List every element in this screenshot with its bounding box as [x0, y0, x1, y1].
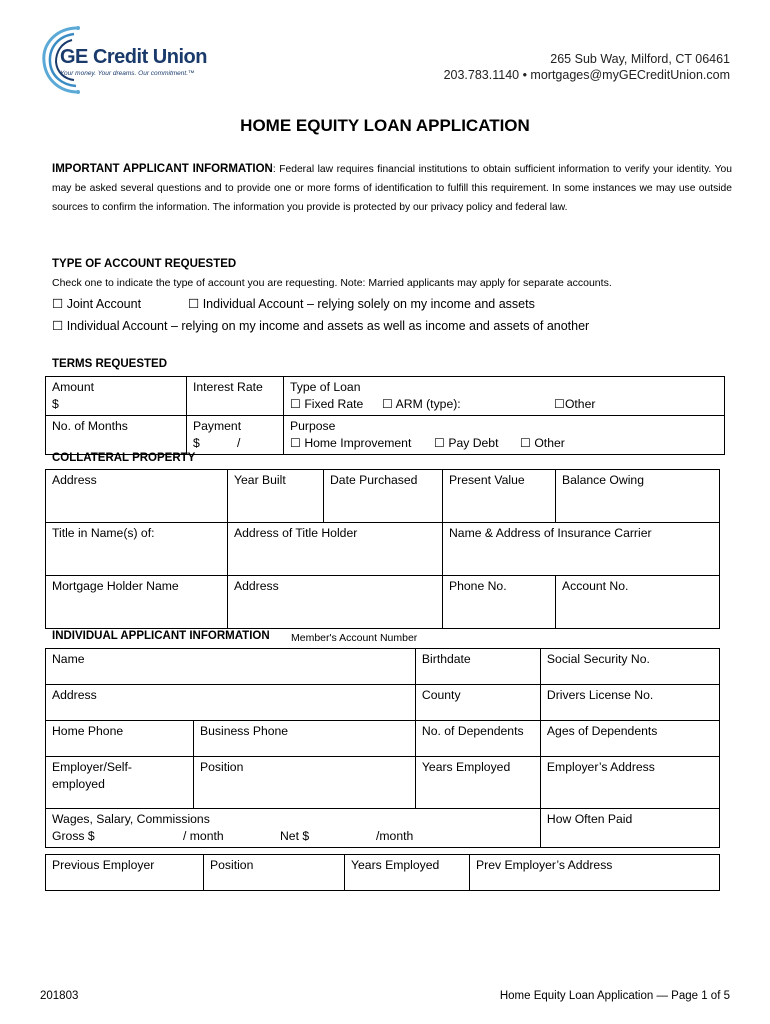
- business-phone-label: Business Phone: [200, 724, 289, 738]
- mortgage-holder-address-label: Address: [234, 579, 279, 593]
- other-loan-label: Other: [564, 397, 596, 411]
- arm-label: ARM (type):: [395, 397, 461, 411]
- previous-employer-cell[interactable]: [46, 855, 204, 891]
- individual-solely-label: Individual Account – relying solely on my income and assets: [202, 297, 535, 311]
- collateral-heading: COLLATERAL PROPERTY: [52, 452, 196, 464]
- ssn-label: Social Security No.: [546, 652, 650, 666]
- individual-solely-option[interactable]: [188, 296, 535, 311]
- important-info: [52, 160, 732, 217]
- date-purchased-label: Date Purchased: [330, 473, 418, 487]
- member-account-label: Member's Account Number: [291, 632, 418, 644]
- collateral-table: [45, 469, 720, 629]
- gross-per-month: / month: [183, 829, 224, 843]
- insurance-carrier-label: Name & Address of Insurance Carrier: [449, 526, 652, 540]
- how-often-paid-cell[interactable]: [540, 809, 719, 848]
- type-of-loan-label: Type of Loan: [290, 380, 361, 394]
- home-phone-label: Home Phone: [52, 724, 124, 738]
- employer-address-cell[interactable]: [540, 757, 719, 809]
- home-improvement-label: Home Improvement: [304, 436, 412, 450]
- amount-label: Amount: [52, 380, 95, 394]
- other-purpose-option[interactable]: [520, 435, 565, 452]
- employer-cell[interactable]: [46, 757, 194, 809]
- year-built-label: Year Built: [234, 473, 286, 487]
- business-phone-cell[interactable]: [194, 721, 416, 757]
- other-loan-option[interactable]: [554, 396, 595, 413]
- individual-other-label: Individual Account – relying on my income and assets as well as income and assets of another: [66, 319, 590, 333]
- mortgage-holder-cell[interactable]: [46, 576, 228, 629]
- employer-label: Employer/Self-employed: [52, 760, 132, 791]
- page-title: HOME EQUITY LOAN APPLICATION: [240, 116, 530, 135]
- title-names-label: Title in Name(s) of:: [52, 526, 155, 540]
- important-body: : Federal law requires financial institutions to obtain sufficient information to verify your identity. You may be asked several questions and to provide one or more forms of identification to fulfill this requirement. In some instances we may use outside sources to confirm the information. The information you provide is protected by our privacy policy and federal law.: [52, 164, 732, 213]
- net-label: Net $: [280, 829, 310, 843]
- interest-rate-label: Interest Rate: [193, 380, 263, 394]
- months-cell[interactable]: [46, 416, 187, 455]
- previous-position-label: Position: [210, 858, 254, 872]
- joint-account-option[interactable]: [52, 296, 141, 311]
- pay-debt-option[interactable]: [434, 435, 498, 452]
- balance-owing-label: Balance Owing: [562, 473, 644, 487]
- checkbox-icon[interactable]: ☐: [290, 436, 301, 450]
- fixed-rate-label: Fixed Rate: [304, 397, 364, 411]
- account-type-note: Check one to indicate the type of account you are requesting. Note: Married applicants may apply for separate accounts.: [52, 277, 612, 289]
- checkbox-icon[interactable]: ☐: [520, 436, 531, 450]
- year-built-cell[interactable]: [228, 470, 324, 523]
- previous-years-cell[interactable]: [345, 855, 470, 891]
- years-employed-cell[interactable]: [415, 757, 540, 809]
- license-cell[interactable]: [540, 685, 719, 721]
- phone-no-cell[interactable]: [443, 576, 556, 629]
- previous-years-label: Years Employed: [351, 858, 440, 872]
- dependents-label: No. of Dependents: [421, 724, 524, 738]
- mortgage-holder-label: Mortgage Holder Name: [52, 579, 179, 593]
- individual-other-option[interactable]: [52, 318, 589, 333]
- payment-cell[interactable]: [187, 416, 284, 455]
- terms-table: [45, 376, 725, 455]
- fixed-rate-option[interactable]: [290, 396, 363, 413]
- previous-address-cell[interactable]: [470, 855, 720, 891]
- months-label: No. of Months: [52, 419, 128, 433]
- previous-employer-label: Previous Employer: [52, 858, 155, 872]
- collateral-address-label: Address: [52, 473, 97, 487]
- purpose-cell: [284, 416, 725, 455]
- payment-label: Payment: [193, 419, 242, 433]
- checkbox-icon[interactable]: ☐: [382, 397, 393, 411]
- terms-heading: TERMS REQUESTED: [52, 358, 168, 370]
- header-contact: 203.783.1140 • mortgages@myGECreditUnion.com: [443, 68, 730, 82]
- applicant-table: [45, 648, 720, 848]
- checkbox-icon[interactable]: ☐: [52, 297, 64, 311]
- type-of-loan-cell: [284, 377, 725, 416]
- name-cell[interactable]: [46, 649, 416, 685]
- purpose-label: Purpose: [290, 419, 336, 433]
- county-cell[interactable]: [415, 685, 540, 721]
- present-value-cell[interactable]: [443, 470, 556, 523]
- checkbox-icon[interactable]: ☐: [554, 397, 565, 411]
- home-improvement-option[interactable]: [290, 435, 411, 452]
- applicant-address-label: Address: [52, 688, 97, 702]
- previous-address-label: Prev Employer’s Address: [476, 858, 613, 872]
- checkbox-icon[interactable]: ☐: [434, 436, 445, 450]
- logo-text: GE Credit Union: [60, 46, 207, 68]
- important-heading: IMPORTANT APPLICANT INFORMATION: [52, 163, 273, 175]
- header-address: 265 Sub Way, Milford, CT 06461: [550, 52, 730, 66]
- previous-employer-table: [45, 854, 720, 891]
- amount-cell[interactable]: [46, 377, 187, 416]
- name-label: Name: [52, 652, 85, 666]
- years-employed-label: Years Employed: [421, 760, 511, 774]
- checkbox-icon[interactable]: ☐: [52, 319, 64, 333]
- dependents-cell[interactable]: [415, 721, 540, 757]
- license-label: Drivers License No.: [546, 688, 654, 702]
- checkbox-icon[interactable]: ☐: [290, 397, 301, 411]
- footer-code: 201803: [40, 990, 79, 1002]
- ages-dependents-label: Ages of Dependents: [546, 724, 658, 738]
- account-type-heading: TYPE OF ACCOUNT REQUESTED: [52, 258, 237, 270]
- other-purpose-label: Other: [534, 436, 565, 450]
- logo-tagline: Your money. Your dreams. Our commitment.™: [60, 70, 195, 77]
- phone-no-label: Phone No.: [449, 579, 507, 593]
- balance-owing-cell[interactable]: [556, 470, 720, 523]
- title-holder-address-label: Address of Title Holder: [234, 526, 358, 540]
- wages-label: Wages, Salary, Commissions: [52, 812, 210, 826]
- collateral-address-cell[interactable]: [46, 470, 228, 523]
- position-label: Position: [200, 760, 244, 774]
- ages-dependents-cell[interactable]: [540, 721, 719, 757]
- gross-label: Gross $: [52, 829, 95, 843]
- applicant-heading: INDIVIDUAL APPLICANT INFORMATION: [52, 630, 270, 642]
- employer-address-label: Employer’s Address: [546, 760, 655, 774]
- checkbox-icon[interactable]: ☐: [188, 297, 200, 311]
- mortgage-holder-address-cell[interactable]: [228, 576, 443, 629]
- position-cell[interactable]: [194, 757, 416, 809]
- county-label: County: [421, 688, 461, 702]
- account-no-cell[interactable]: [556, 576, 720, 629]
- birthdate-cell[interactable]: [415, 649, 540, 685]
- net-per-month: /month: [376, 829, 414, 843]
- previous-position-cell[interactable]: [204, 855, 345, 891]
- joint-account-label: Joint Account: [66, 297, 142, 311]
- account-no-label: Account No.: [562, 579, 629, 593]
- arm-option[interactable]: [382, 396, 461, 413]
- amount-dollar: $: [52, 397, 59, 411]
- wages-cell[interactable]: [46, 809, 541, 848]
- title-names-cell[interactable]: [46, 523, 228, 576]
- title-holder-address-cell[interactable]: [228, 523, 443, 576]
- ssn-cell[interactable]: [540, 649, 719, 685]
- how-often-paid-label: How Often Paid: [546, 812, 633, 826]
- applicant-address-cell[interactable]: [46, 685, 416, 721]
- footer-page: Home Equity Loan Application — Page 1 of 5: [499, 990, 730, 1002]
- home-phone-cell[interactable]: [46, 721, 194, 757]
- insurance-carrier-cell[interactable]: [443, 523, 720, 576]
- interest-rate-cell[interactable]: [187, 377, 284, 416]
- pay-debt-label: Pay Debt: [448, 436, 499, 450]
- payment-line: $ /: [193, 436, 241, 450]
- present-value-label: Present Value: [449, 473, 525, 487]
- date-purchased-cell[interactable]: [324, 470, 443, 523]
- birthdate-label: Birthdate: [421, 652, 471, 666]
